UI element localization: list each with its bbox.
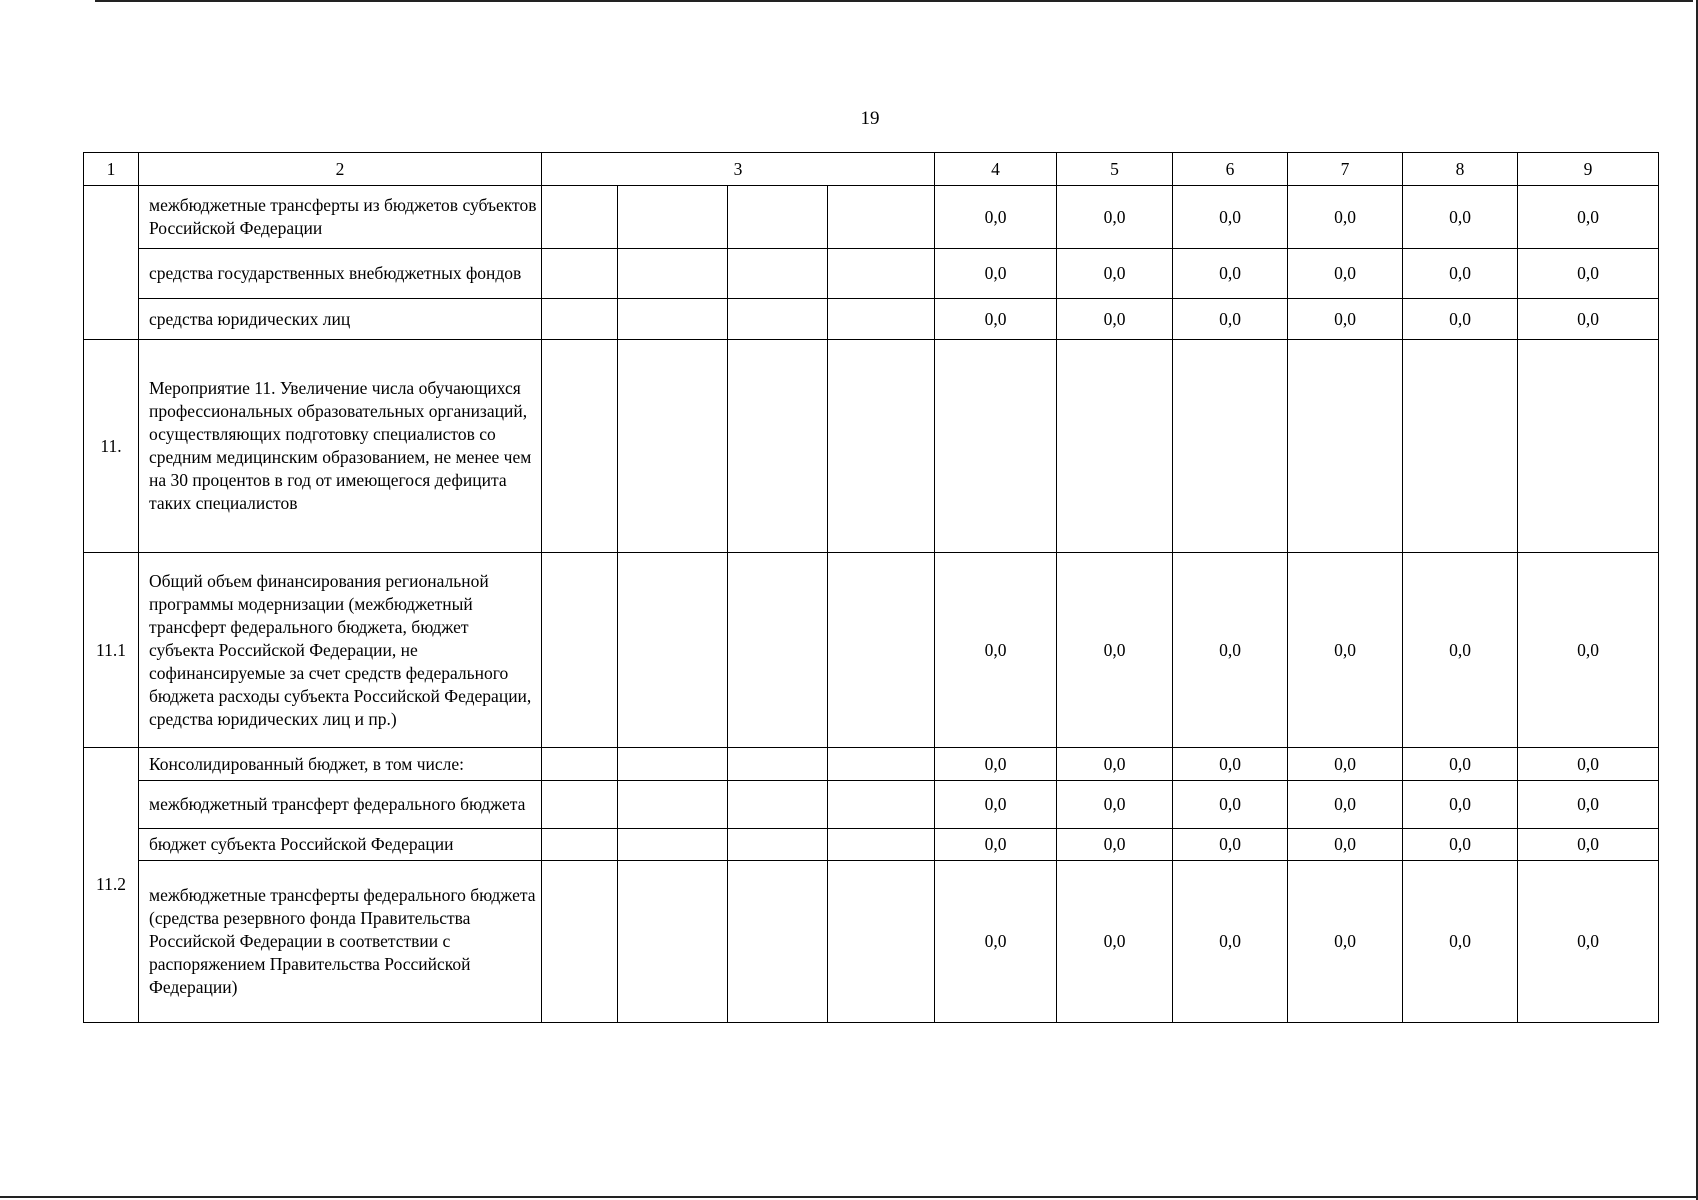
- empty-cell: [618, 748, 728, 781]
- empty-cell: [728, 861, 828, 1023]
- empty-cell: [618, 299, 728, 340]
- empty-cell: [618, 249, 728, 299]
- table-row: [84, 340, 1659, 553]
- row-number-cell: [84, 186, 139, 340]
- value-cell: 0,0: [1288, 299, 1403, 340]
- financing-table: [83, 152, 1659, 1023]
- header-row: [84, 153, 1659, 186]
- value-cell: 0,0: [1403, 829, 1518, 861]
- value-cell: 0,0: [935, 861, 1057, 1023]
- header-cell-8: 8: [1403, 153, 1518, 186]
- empty-cell: [542, 553, 618, 748]
- empty-cell: [828, 340, 935, 553]
- value-cell: 0,0: [1403, 748, 1518, 781]
- value-cell: 0,0: [935, 186, 1057, 249]
- value-cell: 0,0: [1288, 861, 1403, 1023]
- empty-cell: [728, 249, 828, 299]
- value-cell: 0,0: [1288, 186, 1403, 249]
- header-cell-1: 1: [84, 153, 139, 186]
- table-row: [84, 299, 1659, 340]
- empty-cell: [728, 829, 828, 861]
- table-row: [84, 553, 1659, 748]
- empty-cell: [728, 340, 828, 553]
- value-cell: 0,0: [1403, 186, 1518, 249]
- table-row: [84, 186, 1659, 249]
- empty-cell: [828, 299, 935, 340]
- empty-cell: [618, 829, 728, 861]
- value-cell: 0,0: [935, 748, 1057, 781]
- value-cell: 0,0: [1288, 249, 1403, 299]
- header-cell-6: 6: [1173, 153, 1288, 186]
- value-cell: 0,0: [1518, 553, 1659, 748]
- empty-cell: [542, 781, 618, 829]
- value-cell: 0,0: [1173, 861, 1288, 1023]
- value-cell: 0,0: [1057, 829, 1173, 861]
- row-text-cell: межбюджетные трансферты федерального бюджета (средства резервного фонда Правительства Российской Федерации в соответствии с распоряжением Правительства Российской Федерации): [139, 861, 542, 1023]
- empty-cell: [618, 186, 728, 249]
- value-cell: 0,0: [1173, 748, 1288, 781]
- value-cell: 0,0: [935, 553, 1057, 748]
- value-cell: [1173, 340, 1288, 553]
- value-cell: 0,0: [1518, 249, 1659, 299]
- value-cell: 0,0: [1403, 299, 1518, 340]
- value-cell: 0,0: [1057, 781, 1173, 829]
- value-cell: 0,0: [1173, 186, 1288, 249]
- value-cell: 0,0: [1173, 299, 1288, 340]
- row-text-cell: Общий объем финансирования региональной программы модернизации (межбюджетный трансферт федерального бюджета, бюджет субъекта Российской Федерации, не софинансируемые за счет средств федерального бюджета расходы субъекта Российской Федерации, средства юридических лиц и пр.): [139, 553, 542, 748]
- empty-cell: [728, 553, 828, 748]
- header-cell-3: 3: [542, 153, 935, 186]
- empty-cell: [542, 861, 618, 1023]
- empty-cell: [828, 861, 935, 1023]
- empty-cell: [828, 781, 935, 829]
- empty-cell: [828, 829, 935, 861]
- row-text-cell: средства государственных внебюджетных фондов: [139, 249, 542, 299]
- value-cell: 0,0: [935, 781, 1057, 829]
- value-cell: 0,0: [1518, 829, 1659, 861]
- value-cell: [935, 340, 1057, 553]
- empty-cell: [828, 249, 935, 299]
- table-row: [84, 781, 1659, 829]
- value-cell: 0,0: [1403, 249, 1518, 299]
- value-cell: [1057, 340, 1173, 553]
- empty-cell: [618, 553, 728, 748]
- value-cell: 0,0: [1057, 861, 1173, 1023]
- header-cell-5: 5: [1057, 153, 1173, 186]
- empty-cell: [542, 340, 618, 553]
- table-row: [84, 829, 1659, 861]
- empty-cell: [542, 299, 618, 340]
- header-cell-4: 4: [935, 153, 1057, 186]
- value-cell: [1403, 340, 1518, 553]
- empty-cell: [542, 186, 618, 249]
- value-cell: 0,0: [935, 829, 1057, 861]
- empty-cell: [618, 781, 728, 829]
- value-cell: 0,0: [1173, 553, 1288, 748]
- value-cell: [1288, 340, 1403, 553]
- empty-cell: [728, 781, 828, 829]
- value-cell: 0,0: [1403, 861, 1518, 1023]
- header-cell-2: 2: [139, 153, 542, 186]
- empty-cell: [728, 299, 828, 340]
- value-cell: 0,0: [1288, 781, 1403, 829]
- value-cell: 0,0: [1518, 186, 1659, 249]
- value-cell: 0,0: [935, 249, 1057, 299]
- value-cell: 0,0: [1288, 748, 1403, 781]
- value-cell: 0,0: [1173, 249, 1288, 299]
- row-text-cell: межбюджетный трансферт федерального бюджета: [139, 781, 542, 829]
- scan-top-rule: [95, 0, 1693, 2]
- empty-cell: [618, 861, 728, 1023]
- row-text-cell: Консолидированный бюджет, в том числе:: [139, 748, 542, 781]
- value-cell: 0,0: [1173, 781, 1288, 829]
- empty-cell: [618, 340, 728, 553]
- value-cell: 0,0: [1057, 748, 1173, 781]
- row-text-cell: Мероприятие 11. Увеличение числа обучающихся профессиональных образовательных организаций, осуществляющих подготовку специалистов со средним медицинским образованием, не менее чем на 30 процентов в год от имеющегося дефицита таких специалистов: [139, 340, 542, 553]
- value-cell: 0,0: [1057, 186, 1173, 249]
- page-number: 19: [860, 108, 880, 129]
- row-text-cell: межбюджетные трансферты из бюджетов субъектов Российской Федерации: [139, 186, 542, 249]
- row-text-cell: средства юридических лиц: [139, 299, 542, 340]
- value-cell: [1518, 340, 1659, 553]
- value-cell: 0,0: [1173, 829, 1288, 861]
- value-cell: 0,0: [1518, 861, 1659, 1023]
- empty-cell: [728, 186, 828, 249]
- scan-bottom-rule: [0, 1196, 1698, 1198]
- value-cell: 0,0: [1518, 748, 1659, 781]
- row-text-cell: бюджет субъекта Российской Федерации: [139, 829, 542, 861]
- empty-cell: [828, 553, 935, 748]
- empty-cell: [542, 249, 618, 299]
- value-cell: 0,0: [1057, 553, 1173, 748]
- value-cell: 0,0: [1057, 299, 1173, 340]
- value-cell: 0,0: [935, 299, 1057, 340]
- empty-cell: [828, 186, 935, 249]
- empty-cell: [828, 748, 935, 781]
- value-cell: 0,0: [1057, 249, 1173, 299]
- value-cell: 0,0: [1403, 553, 1518, 748]
- table-row: [84, 861, 1659, 1023]
- empty-cell: [542, 748, 618, 781]
- table-row: [84, 748, 1659, 781]
- header-cell-7: 7: [1288, 153, 1403, 186]
- value-cell: 0,0: [1518, 781, 1659, 829]
- value-cell: 0,0: [1288, 553, 1403, 748]
- value-cell: 0,0: [1403, 781, 1518, 829]
- empty-cell: [728, 748, 828, 781]
- table-row: [84, 249, 1659, 299]
- row-number-cell: 11.1: [84, 553, 139, 748]
- value-cell: 0,0: [1518, 299, 1659, 340]
- empty-cell: [542, 829, 618, 861]
- row-number-cell: 11.2: [84, 748, 139, 1023]
- row-number-cell: 11.: [84, 340, 139, 553]
- value-cell: 0,0: [1288, 829, 1403, 861]
- header-cell-9: 9: [1518, 153, 1659, 186]
